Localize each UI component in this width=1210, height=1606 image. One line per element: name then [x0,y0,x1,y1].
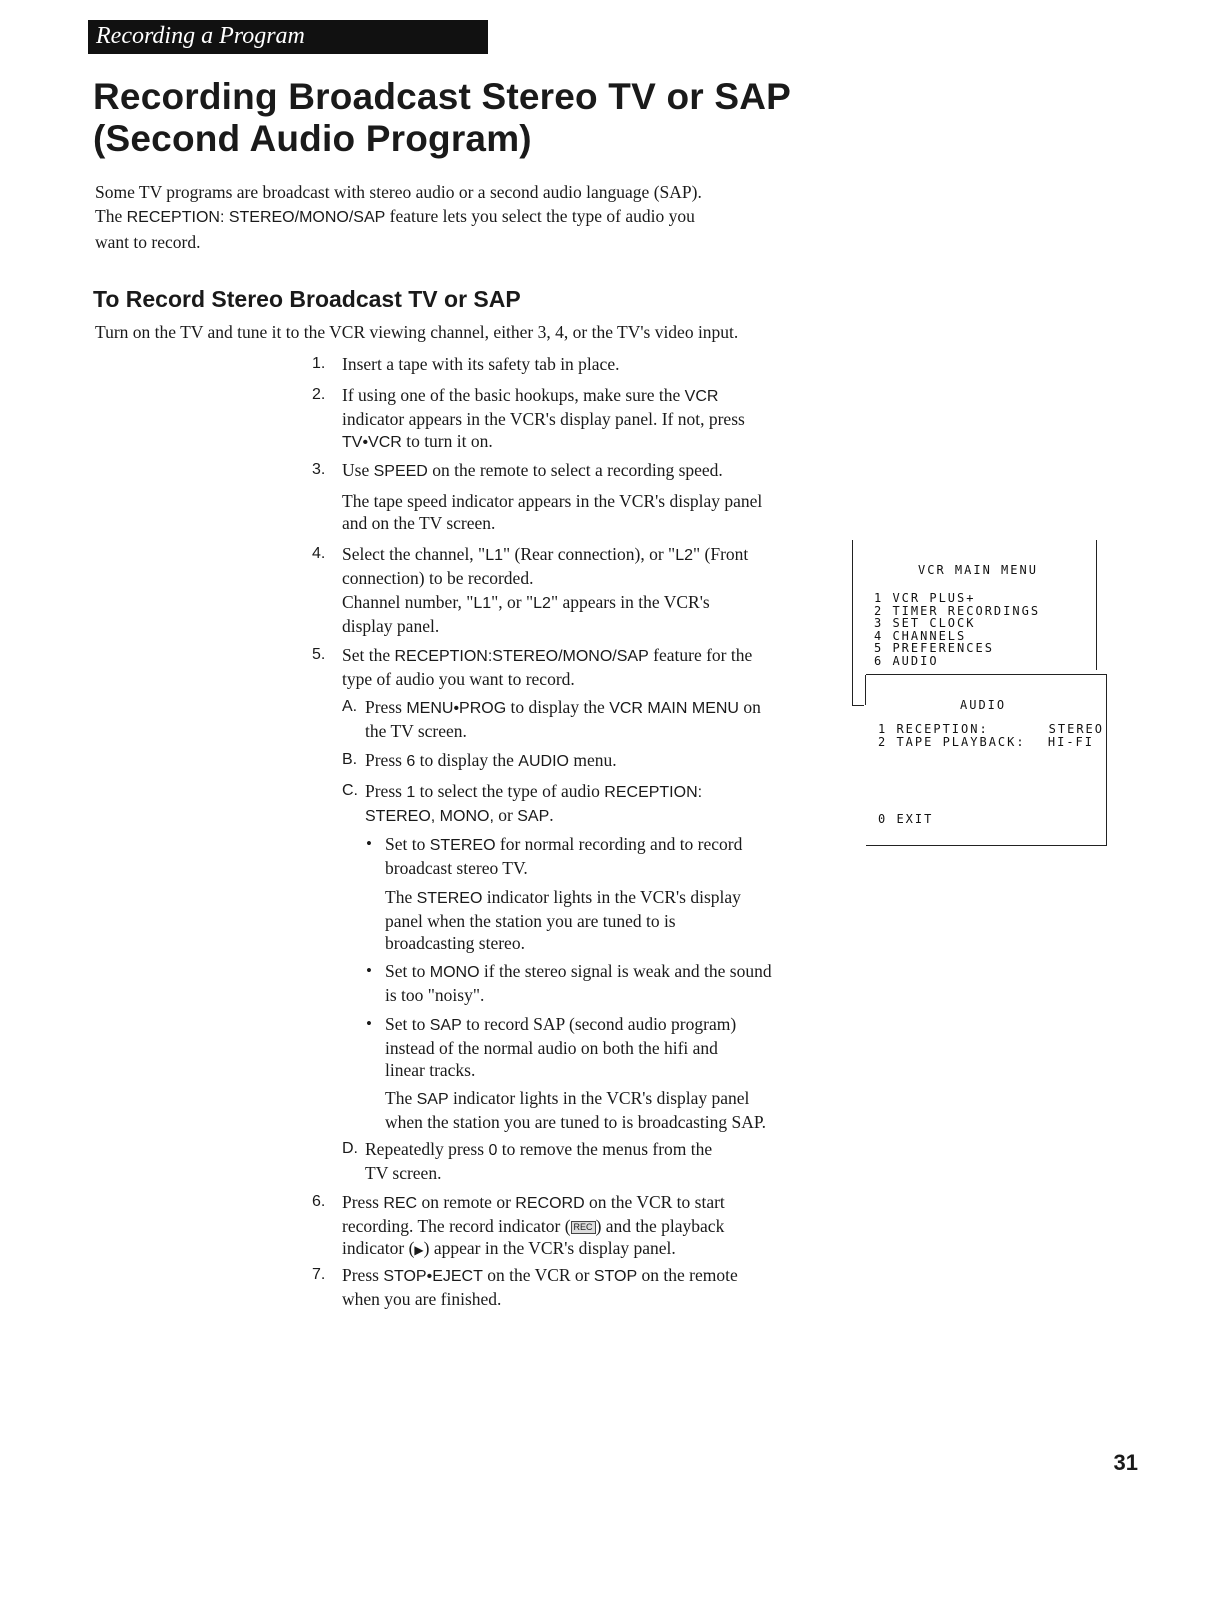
menu-item: 5 PREFERENCES [874,641,994,655]
step-text: Press REC on remote or RECORD on the VCR to start recording. The record indicator ( REC ) and the playback indicator (▶) appear in the VCR's display panel. [342,1192,725,1258]
bullet-glyph: • [366,961,372,980]
substep-letter: D. [342,1140,358,1157]
audio-menu-title: AUDIO [960,698,1007,712]
intro-paragraph [95,180,815,254]
section-tab-label: Recording a Program [96,23,305,49]
step-number: 1. [312,355,326,372]
play-indicator-icon: ▶ [414,1243,424,1257]
audio-row-label: 2 TAPE PLAYBACK: [878,735,1026,749]
screen-left-border [852,540,853,706]
substep-text: Repeatedly press 0 to remove the menus from the TV screen. [365,1139,713,1183]
substep-text: Press 6 to display the AUDIO menu. [365,750,617,770]
step-note: Channel number, "L1", or "L2" appears in the VCR's display panel. [342,592,710,636]
menu-item: 1 VCR PLUS+ [874,591,976,605]
section-tab [88,20,488,54]
substep-letter: B. [342,751,358,768]
step-text: Use SPEED on the remote to select a recording speed. [342,460,723,480]
record-indicator-icon: REC [571,1221,596,1234]
lead-paragraph: Turn on the TV and tune it to the VCR viewing channel, either 3, 4, or the TV's video input. [95,322,739,342]
step-text: If using one of the basic hookups, make sure the VCR indicator appears in the VCR's display panel. If not, press TV•VCR to turn it on. [342,385,745,451]
audio-tape-playback-row [878,736,1104,749]
substep-text: Press 1 to select the type of audio RECEPTION: STEREO, MONO, or SAP. [365,781,703,825]
intro-line2-pre: The [95,206,127,226]
step-text: Insert a tape with its safety tab in place. [342,354,620,374]
audio-row-value: STEREO [1048,722,1104,736]
intro-line3: want to record. [95,232,201,252]
step-number: 5. [312,646,326,663]
step-number: 3. [312,461,326,478]
menu-item: 6 AUDIO [874,653,939,668]
bullet-glyph: • [366,1014,372,1033]
page-title [93,76,993,160]
bullet-text: Set to SAP to record SAP (second audio program) instead of the normal audio on both the hifi and linear tracks. [385,1014,737,1080]
substep-letter: A. [342,698,358,715]
step-number: 4. [312,545,326,562]
subheading: To Record Stereo Broadcast TV or SAP [93,286,521,312]
page-number: 31 [1113,1450,1138,1475]
menu-item: 2 TIMER RECORDINGS [874,603,1041,618]
substep-letter: C. [342,782,358,799]
screen-corner [852,705,864,706]
bullet-text: Set to STEREO for normal recording and to record broadcast stereo TV. [385,834,743,878]
page-title-line1: Recording Broadcast Stereo TV or SAP [93,76,792,117]
audio-exit-option: 0 EXIT [878,812,934,826]
audio-menu-screen [866,674,1107,846]
main-menu-title: VCR MAIN MENU [918,563,1038,577]
intro-line1: Some TV programs are broadcast with stereo audio or a second audio language (SAP). [95,182,702,202]
bullet-text: Set to MONO if the stereo signal is weak and the sound is too "noisy". [385,961,772,1005]
page-title-line2: (Second Audio Program) [93,118,532,159]
menu-item: 3 SET CLOCK [874,616,976,630]
bullet-glyph: • [366,834,372,853]
step-text: Set the RECEPTION:STEREO/MONO/SAP feature for the type of audio you want to record. [342,645,753,689]
screen-right-border [1096,540,1097,670]
step-number: 7. [312,1266,326,1283]
bullet-note: The STEREO indicator lights in the VCR's display panel when the station you are tuned to is broadcasting stereo. [385,887,741,953]
step-number: 2. [312,386,326,403]
audio-row-label: 1 RECEPTION: [878,722,989,736]
audio-row-value: HI-FI [1047,735,1094,749]
step-text: Select the channel, "L1" (Rear connection), or "L2" (Front connection) to be recorded. [342,544,749,588]
intro-keyword: RECEPTION: STEREO/MONO/SAP [126,209,386,226]
step-number: 6. [312,1193,326,1210]
step-text: Press STOP•EJECT on the VCR or STOP on the remote when you are finished. [342,1265,738,1309]
audio-reception-row [878,723,1104,736]
main-menu-list [874,592,1040,667]
menu-item: 4 CHANNELS [874,628,967,643]
intro-line2-post: feature lets you select the type of audio you [385,206,695,226]
substep-text: Press MENU•PROG to display the VCR MAIN MENU on the TV screen. [365,697,761,741]
screen-left-border [865,675,866,705]
bullet-note: The SAP indicator lights in the VCR's display panel when the station you are tuned to is broadcasting SAP. [385,1088,767,1132]
step-note: The tape speed indicator appears in the VCR's display panel and on the TV screen. [342,491,763,533]
